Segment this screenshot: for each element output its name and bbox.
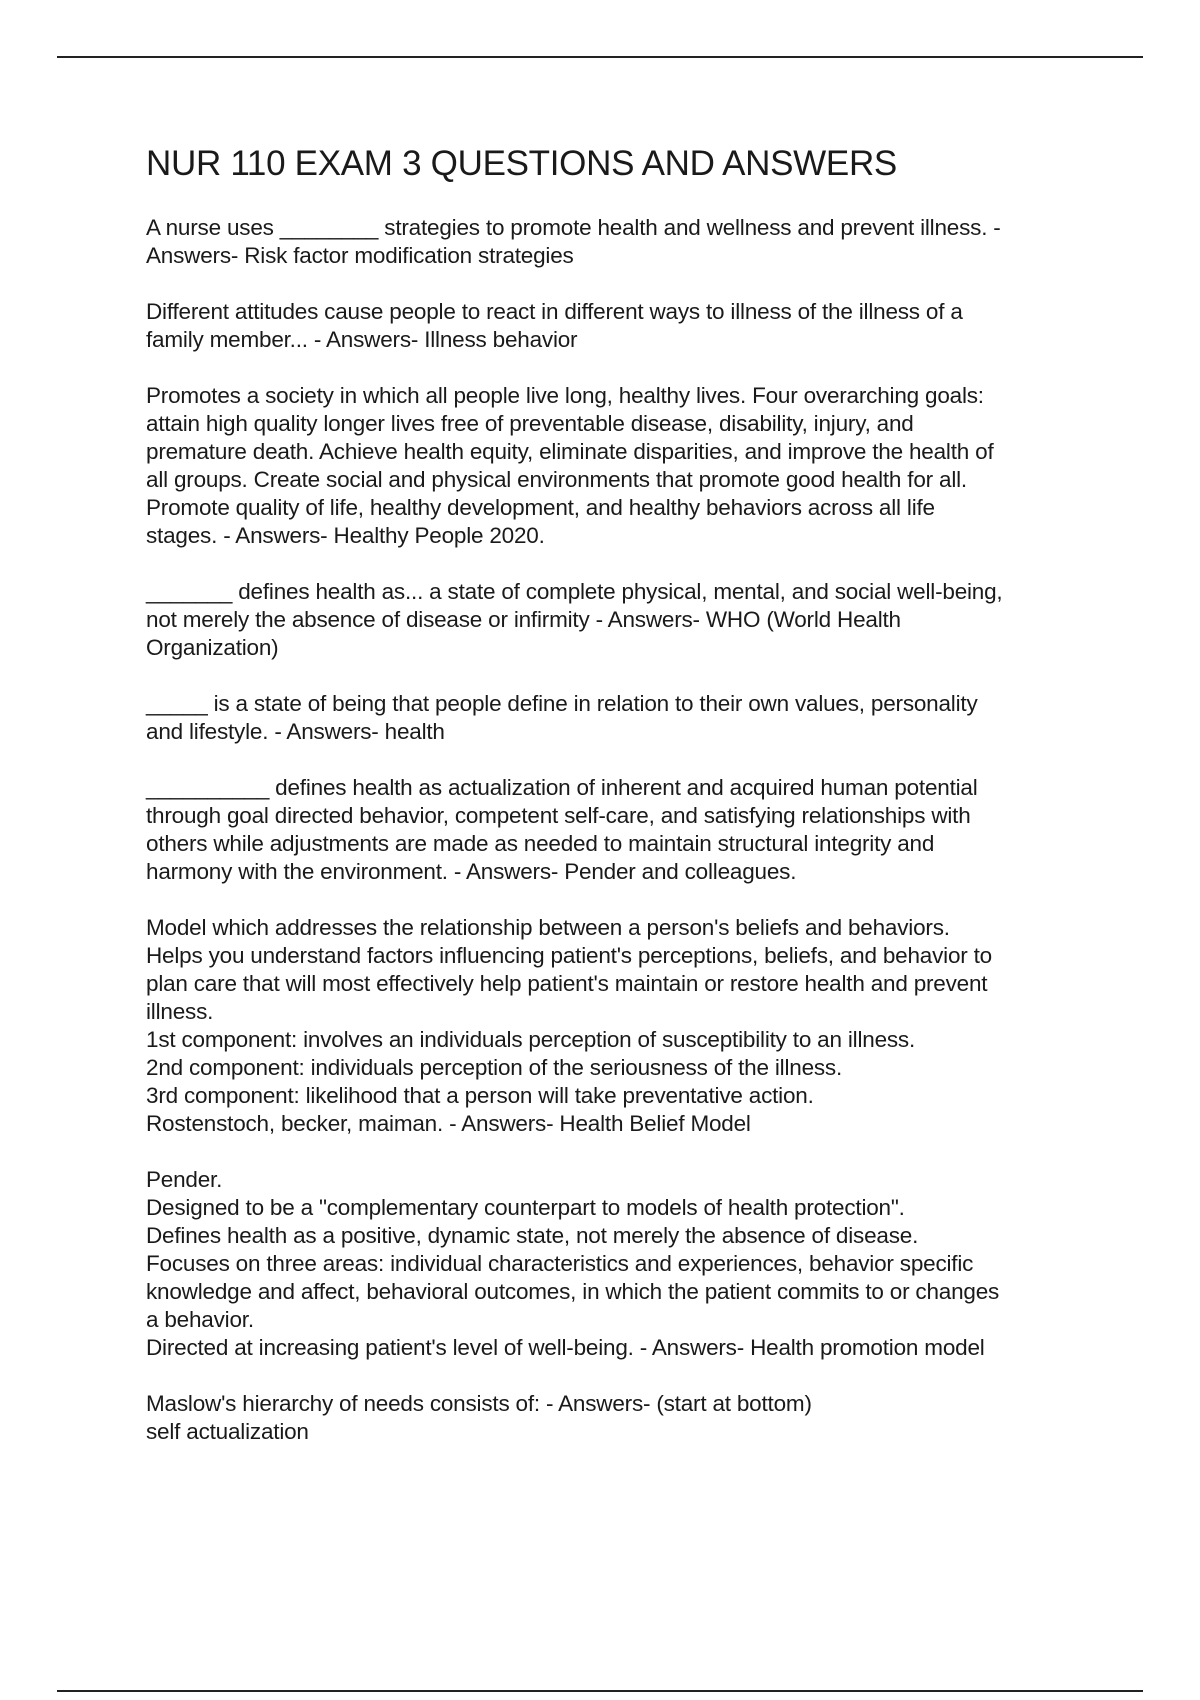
qa-line: Defines health as a positive, dynamic state, not merely the absence of disease. [146, 1223, 919, 1248]
qa-line: self actualization [146, 1419, 309, 1444]
qa-line: premature death. Achieve health equity, eliminate disparities, and improve the health of [146, 439, 994, 464]
qa-item [146, 298, 1096, 354]
qa-line: A nurse uses ________ strategies to promote health and wellness and prevent illness. - [146, 215, 1001, 240]
qa-line: Model which addresses the relationship between a person's beliefs and behaviors. [146, 915, 950, 940]
qa-line: illness. [146, 999, 214, 1024]
qa-line: others while adjustments are made as needed to maintain structural integrity and [146, 831, 935, 856]
qa-line: Organization) [146, 635, 279, 660]
qa-line: 1st component: involves an individuals perception of susceptibility to an illness. [146, 1027, 916, 1052]
qa-line: harmony with the environment. - Answers- Pender and colleagues. [146, 859, 797, 884]
qa-line: Rostenstoch, becker, maiman. - Answers- Health Belief Model [146, 1111, 751, 1136]
qa-item [146, 214, 1096, 270]
qa-item [146, 774, 1096, 886]
qa-line: family member... - Answers- Illness behavior [146, 327, 578, 352]
qa-line: and lifestyle. - Answers- health [146, 719, 445, 744]
qa-line: Helps you understand factors influencing patient's perceptions, beliefs, and behavior to [146, 943, 992, 968]
qa-line: Different attitudes cause people to react in different ways to illness of the illness of a [146, 299, 963, 324]
qa-line: _____ is a state of being that people define in relation to their own values, personality [146, 691, 978, 716]
qa-line: Pender. [146, 1167, 223, 1192]
qa-line: stages. - Answers- Healthy People 2020. [146, 523, 545, 548]
qa-line: Answers- Risk factor modification strategies [146, 243, 574, 268]
qa-line: through goal directed behavior, competent self-care, and satisfying relationships with [146, 803, 971, 828]
qa-item [146, 382, 1096, 550]
qa-line: Directed at increasing patient's level of well-being. - Answers- Health promotion model [146, 1335, 985, 1360]
qa-line: attain high quality longer lives free of preventable disease, disability, injury, and [146, 411, 914, 436]
qa-item [146, 914, 1096, 1138]
qa-line: 3rd component: likelihood that a person will take preventative action. [146, 1083, 814, 1108]
qa-line: Designed to be a "complementary counterpart to models of health protection". [146, 1195, 905, 1220]
qa-item [146, 1390, 1096, 1446]
qa-item [146, 578, 1096, 662]
qa-line: Promote quality of life, healthy development, and healthy behaviors across all life [146, 495, 935, 520]
bottom-divider [57, 1690, 1143, 1692]
qa-line: 2nd component: individuals perception of the seriousness of the illness. [146, 1055, 843, 1080]
top-divider [57, 56, 1143, 58]
qa-line: not merely the absence of disease or infirmity - Answers- WHO (World Health [146, 607, 901, 632]
qa-item [146, 690, 1096, 746]
document-title: NUR 110 EXAM 3 QUESTIONS AND ANSWERS [146, 144, 897, 183]
qa-line: Maslow's hierarchy of needs consists of: - Answers- (start at bottom) [146, 1391, 812, 1416]
qa-item [146, 1166, 1096, 1362]
document-body [146, 142, 1096, 1474]
qa-line: all groups. Create social and physical environments that promote good health for all. [146, 467, 967, 492]
qa-list [146, 214, 1096, 1446]
qa-line: Promotes a society in which all people live long, healthy lives. Four overarching goals: [146, 383, 984, 408]
qa-line: Focuses on three areas: individual characteristics and experiences, behavior specific [146, 1251, 974, 1276]
qa-line: _______ defines health as... a state of complete physical, mental, and social well-being, [146, 579, 1003, 604]
qa-line: a behavior. [146, 1307, 254, 1332]
qa-line: __________ defines health as actualization of inherent and acquired human potential [146, 775, 978, 800]
qa-line: plan care that will most effectively help patient's maintain or restore health and prevent [146, 971, 988, 996]
qa-line: knowledge and affect, behavioral outcomes, in which the patient commits to or changes [146, 1279, 1000, 1304]
